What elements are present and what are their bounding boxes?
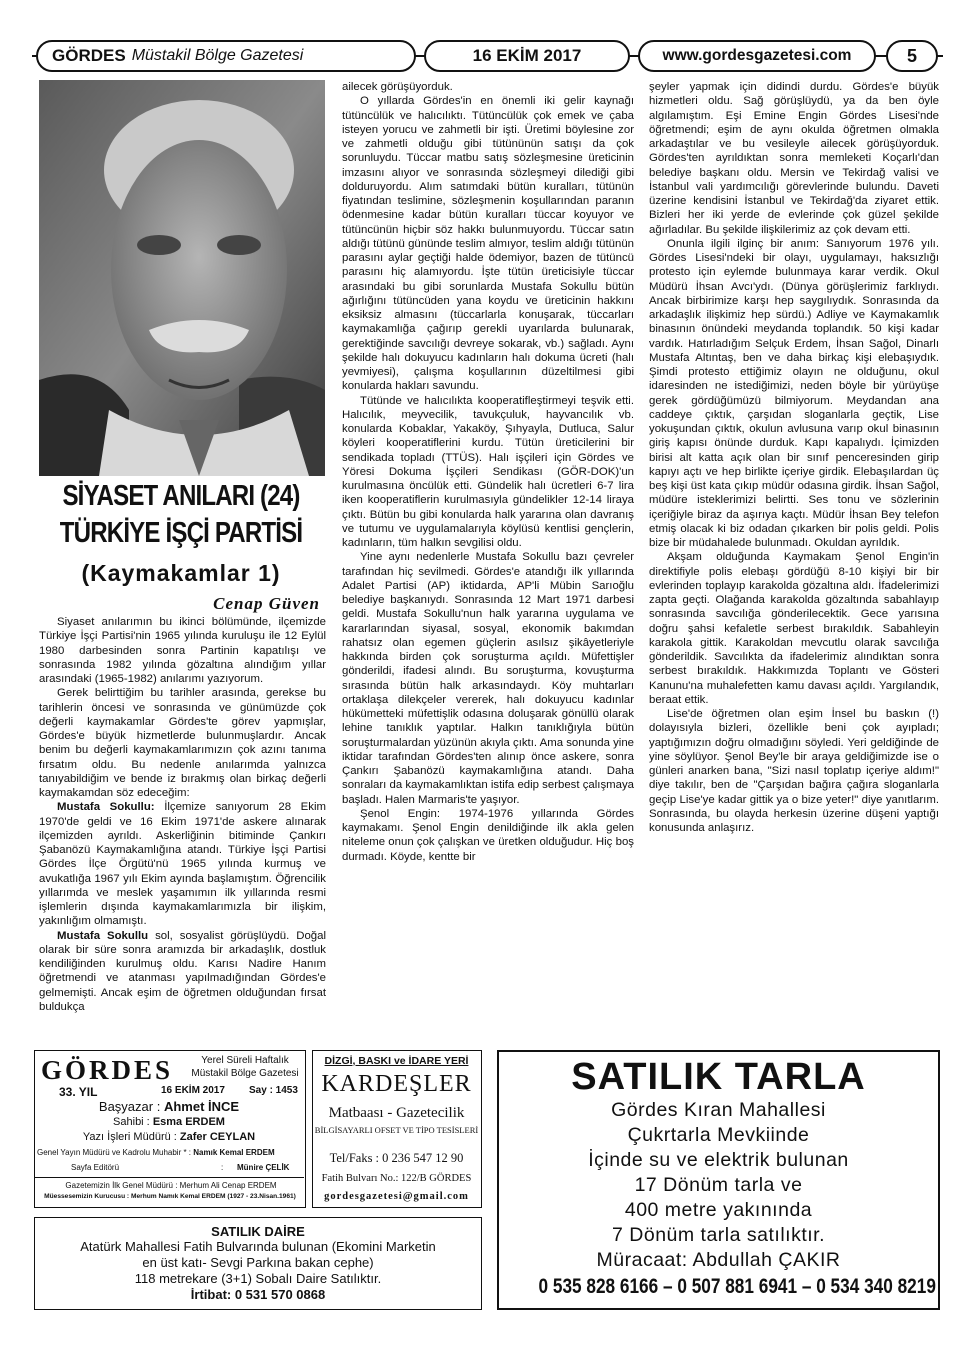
paragraph-text: ailecek görüşüyorduk. — [342, 81, 453, 93]
imprint-founder2: Müessesemizin Kurucusu : Merhum Namık Kemal ERDEM (1927 - 23.Nisan.1961) — [44, 1193, 296, 1200]
paragraph-text: sol, sosyalist görüşlüydü. Doğal olarak bir süre sonra aramızda bir arkadaşlık, dostluk kendiliğinden kurulmuş oldu. Karısı Nadire Hanım öğretmendi ve atanması yapılmadığından Gördes'e gelmemişti. Ancak eşim de öğretmen olduğundan fırsat buldukça — [39, 929, 326, 1013]
land-ad-line: 7 Dönüm tarla satılıktır. — [612, 1224, 825, 1246]
printer-box — [312, 1050, 482, 1208]
article-column-3 — [649, 80, 939, 1035]
article-paragraph — [39, 929, 326, 1015]
article-paragraph — [39, 615, 326, 686]
printer-heading: DİZGİ, BASKI ve İDARE YERİ — [324, 1055, 469, 1067]
page-editor-name: Münire ÇELİK — [237, 1163, 290, 1172]
owner-name: Esma ERDEM — [152, 1116, 225, 1128]
paragraph-text: Siyaset anılarımın bu ikinci bölümünde, ilçemizde Türkiye İşçi Partisi'nin 1965 yılında kuruluşu ile 12 Eylül 1980 darbesinden sonra Partinin kapatılışı ve sonrasında 1982 yılında gözaltına alındığım yıllar arasındaki (1965-1982) anılarımı yazıyorum. — [39, 616, 326, 685]
house-ad-line2: en üst katı- Sevgi Parkına bakan cephe) — [142, 1255, 374, 1270]
land-ad-title: SATILIK TARLA — [571, 1056, 866, 1098]
article-paragraph — [342, 94, 634, 393]
brand-name: GÖRDES — [52, 46, 126, 65]
imprint-chief — [35, 1099, 303, 1114]
imprint-divider — [35, 1177, 304, 1178]
page-editor-sep: : — [221, 1163, 224, 1172]
land-ad-lines — [499, 1098, 938, 1273]
imprint-tag2: Müstakil Bölge Gazetesi — [191, 1068, 299, 1079]
article-paragraph — [39, 686, 326, 800]
article-paragraph — [342, 80, 634, 94]
house-ad-line1: Atatürk Mahallesi Fatih Bulvarında bulunan (Ekomini Marketin — [80, 1239, 436, 1254]
website-text: www.gordesgazetesi.com — [662, 47, 852, 64]
paragraph-text: İlçemize sanıyorum 28 Ekim 1970'de geldi ve 16 Ekim 1971'de askere alınarak ilçemizden ayrıldı. Askerliğinin bitiminde Çankırı Şabanözü Kaymakamlığına atandı. Türkiye İşçi Partisi Gördes İlçe Örgütü'nü 1965 yılında kurmuş ve avukatlığa 1967 yılı Ekim ayında başlamıştım. Öğrencilik yıllarımda ve meslek yaşamımın ilk yıllarında resmi işlemlerin dışında kaymakamlarımızla bir ilişkim, yakınlığım olmamıştı. — [39, 801, 326, 928]
paragraph-text: Gerek belirttiğim bu tarihler arasında, gerekse bu tarihlerin öncesi ve sonrasında ve günümüzde çok değerli kaymakamlar Gördes'te görev yapmışlar, Gördes'e büyük hizmetlerde bulunmuşlardır. Ancak benim bu değerli kaymakamlarımızın çok azını tanıma fırsatım oldu. Bu nedenle anılarımda yalnızca tanıyabildiğim ve bende iz bırakmış olan birkaç değerli kaymakamdan söz edeceğim: — [39, 687, 326, 799]
gen-name: Namık Kemal ERDEM — [193, 1148, 275, 1157]
imprint-issue: Say : 1453 — [249, 1085, 298, 1096]
printer-email[interactable]: gordesgazetesi@gmail.com — [324, 1191, 469, 1202]
land-ad-line: 400 metre yakınında — [624, 1199, 813, 1221]
article-paragraph — [649, 707, 939, 835]
imprint-tag1: Yerel Süreli Haftalık — [201, 1055, 289, 1066]
brand-subtitle: Müstakil Bölge Gazetesi — [131, 47, 304, 64]
imprint-founder1: Gazetemizin İlk Genel Müdürü : Merhum Ali Cenap ERDEM — [65, 1181, 277, 1190]
header-brand — [36, 40, 416, 72]
imprint-editor — [35, 1131, 303, 1143]
article-column-2 — [342, 80, 634, 1035]
paragraph-text: Onunla ilgili ilginç bir anım: Sanıyorum 1976 yılı. Gördes Lisesi'ndeki bir olayı, uygulamayı, haksızlığı protesto için eylemde bulunmaya karar verdik. Okul Müdürü İhsan Avcı'ydı. (Dünya görüşlerimiz farklıydı. Ancak birbirimize karşı hep saygılıydık. Sonrasında da arkadaşlık ilişkimiz hep sürdü.) Adliye ve Kaymakamlık binasının önündeki meydanda toplandık. 50 kişi kadar vardık. Hatırladığım Selçuk Erdem, İhsan Sağol, Dinarlı Mustafa Altıntaş, ben ve daha birkaç kişi elebaşıydık. Şimdi protesto ettiğimiz olayın ne olduğunu, okul idaresinden ne istediğimizi, neden böyle bir yürüyüşe gerek gördüğümüzü bilmiyorum. Meydandan ana caddeye çıktık, çarşıdan sloganlarla geçtik, Lise yokuşundan çıktık, okulun avlusuna varıp okul binasının giriş kapısı önünde durduk. Kapı kapalıydı. İçimizden birisi alt katta açık olan bir sınıf penceresinden girip kapıyı açtı ve hep birlikte içeriye girdik. Elebaşılardan üç beş kişi üst kata çıkıp müdür odasına girdik. İhsan Sağol, müdüre isteklerimizi belirtti. Ses tonu ve sözlerinin içeriğiyle biraz da aşırıya kaçtı. Müdür İhsan Bey telefon etmiş olacak ki biz odadan çıkarken bir polis geldi. Polis bize bir müdahalede bulunmadı. Okuldan ayrıldık. — [649, 237, 939, 549]
article-paragraph — [649, 80, 939, 237]
paragraph-text: Tütünde ve halıcılıkta kooperatifleştirmeyi teşvik etti. Halıcılık, meyvecilik, tavukçuluk, hayvancılık vb. konularda Kobaklar, Yakaköy, Şıhyayla, Dutluca, Salur köyleri kooperatiflerini kurdu. Tütün üreticilerini bir sendikada topladı (TTÜS). Halı işçileri için Gördes ve Yöresi Dokuma İşçileri Sendikası (GÖR-DOK)'un kurulmasına öncülük etti. Gündelik halı ücretleri 6-7 lira iken kooperatiflerin kurulmasıyla gündelikler 12-14 liraya çıktı. Bütün bu gibi konularda halk yararına olan davranış ve tutumu ve uygulamalarıyla köylüsü kentlisi gençlerin, kadınların, tüm halkın sevgilisi oldu. — [342, 394, 634, 549]
headline-line2: TÜRKİYE İŞÇİ PARTİSİ — [59, 517, 303, 549]
article-paragraph — [342, 394, 634, 551]
house-ad-contact: İrtibat: 0 531 570 0868 — [190, 1287, 326, 1302]
land-ad-line: İçinde su ve elektrik bulunan — [588, 1149, 849, 1171]
house-ad-box — [34, 1217, 482, 1310]
land-ad-phones: 0 535 828 6166 – 0 507 881 6941 – 0 534 340 8219 — [538, 1275, 936, 1298]
printer-sub: Matbaası - Gazetecilik — [328, 1105, 465, 1121]
house-ad-line3: 118 metrekare (3+1) Sobalı Daire Satılıktır. — [134, 1271, 382, 1286]
paragraph-lead: Mustafa Sokullu — [57, 929, 149, 942]
imprint-owner — [35, 1116, 303, 1128]
page-number-text: 5 — [906, 45, 917, 66]
paragraph-text: O yıllarda Gördes'in en önemli iki gelir kaynağı tütüncülük ve halıcılıktı. Tütüncülük çok emek ve çaba isteyen yorucu ve zahmetli bir işti. Üretimi böylesine zor ve zahmetli olduğu gibi tütününün satışı da çok sorunluydu. Tüccar matbu satış sözleşmesine üreticinin imzasını alıyor ve sonrasında sözleşmeyi dilediği gibi dolduruyordu. Alım satımdaki bütün kuralları, tütünün fiyatından teslimine, sözleşmenin koşullarından paranın ödenmesine kadar bütün kuralları tüccar koyuyor ve tütüncünün hiçbir söz hakkı bulunmuyordu. Tüccar satın aldığı tütünü gününde teslim almıyor, teslim aldığı tütünün parasını aylar geçtiği halde ödemiyor, bazen de tütüncü parasını hiç alamıyordu. İşte tütün üreticisiyle tüccar arasındaki bu gibi sorunlarda Mustafa Sokullu bütün ağırlığını tütüncüden yana koydu ve üreticinin hakkını eksiksiz almasını (tüccarlarla konuşarak, tüccarları kaymakamlığa çağırıp gerekli uyarılarda bulunarak, gerektiğinde savcılığı devreye sokarak, vb.) sağladı. Aynı şekilde halı dokuyucu kadınların halı dokuma ücreti (halı yevmiyesi), çalışma koşullarının düzeltilmesi gibi konularda hakları savundu. — [342, 95, 634, 393]
land-ad-line: Çukrtarla Mevkiinde — [627, 1124, 810, 1146]
paragraph-text: Akşam olduğunda Kaymakam Şenol Engin'in direktifiyle polis elebaşı gördüğü 8-10 kişiyi bir bir evlerinden toplayıp karakolda gözaltına aldı. İfadelerimizi zapta geçti. Olağanda karakolda gözaltında sabahlayıp sonrasında savcılığa gönderilecektik. Gece yarısına doğru şahsi kefaletle serbest bırakıldık. Sabahleyin karakola gittik. Karakoldan mevcutlu olarak savcılığa gönderildik. Savcılıkta da ifadelerimiz alındıktan sonra serbest bırakıldık. Hakkımızda Toplantı ve Gösteri Kanunu'na muhalefetten kamu davası açıldı. Yargılandık, beraat ettik. — [649, 551, 939, 706]
land-ad-line: Müracaat: Abdullah ÇAKIR — [596, 1249, 841, 1271]
printer-phone: Tel/Faks : 0 236 547 12 90 — [329, 1151, 464, 1165]
chief-label: Başyazar : — [98, 1099, 161, 1114]
owner-label: Sahibi : — [113, 1116, 150, 1128]
imprint-gen — [37, 1148, 305, 1157]
paragraph-text: Lise'de öğretmen olan eşim İnsel bu baskın (!) dolayısıyla bizleri, özellikle beni çok ayıpladı; yaptığımızın doğru olmadığını söyledi. Yeri geldiğinde de yine söylüyor. Şenol Bey'le bir araya geldiğimizde ise o günleri anarken bana, "Sizi nasıl toplatıp içeriye aldım!" diye takılır, ben de "Çarşıdan bağıra çağıra sloganlarla geçip Lise'ye kadar gittik ya o bize yeter!" diye yanıtlarım. Sonrasında, bu olayda herkesin üzerine düşeni yaptığı konusunda anlaşırız. — [649, 708, 939, 834]
imprint-box — [34, 1050, 306, 1208]
page-editor-label: Sayfa Editörü — [71, 1163, 120, 1172]
editor-label: Yazı İşleri Müdürü : — [82, 1131, 177, 1143]
header-website — [638, 40, 876, 72]
article-paragraph — [649, 550, 939, 707]
printer-name: KARDEŞLER — [321, 1071, 472, 1097]
land-ad-line: 17 Dönüm tarla ve — [634, 1174, 803, 1196]
paragraph-text: Yine aynı nedenlerle Mustafa Sokullu bazı çevreler tarafından hiç sevilmedi. Gördes'e atandığı ilk yıllarında Adalet Partisi (AP) iktidarda, AP'li Mübin Sarıoğlu belediye başkanıydı. Sonrasında 12 Mart 1971 darbesi geldi. Mustafa Sokullu'nun halk yararına uygulama ve kararlarından siyasal, sosyal, ekonomik bakımdan rahatsız olan egemen güçlerin asılsız şikâyetleriyle hakkında birden çok soruşturma açıldı. Müfettişler gönderildi, ifadesi alındı. Bu soruşturma, kovuşturma sırasında bütün halk arkasındaydı. Köy muhtarları ortaklaşa dilekçeler vererek, halı dokuyucu kadınlar hükümetteki müfettişlik odasına doluşarak gönüllü olarak lehine tanıklık yaptılar. Halkın tanıklığıyla bütün soruşturmalardan yüzünün akıyla çıktı. Ama sonunda yine iktidar tarafından Gördes'ten alınıp önce askere, sonra Çankırı Şabanözü kaymakamlığına atandı. Daha sonraları da kaymakamlıktan istifa edip serbest çalışmaya başladı. Halen Marmaris'te yaşıyor. — [342, 551, 634, 806]
page-number — [886, 40, 938, 72]
header-date — [424, 40, 630, 72]
author-portrait-photo — [39, 80, 325, 476]
article-paragraph — [649, 237, 939, 551]
headline-line1: SİYASET ANILARI (24) — [62, 480, 300, 512]
author-name: Cenap Güven — [213, 594, 320, 613]
chief-name: Ahmet İNCE — [163, 1099, 240, 1114]
printer-sub2: BİLGİSAYARLI OFSET VE TİPO TESİSLERİ — [314, 1125, 479, 1135]
paragraph-text: şeyler yapmak için didindi durdu. Gördes'e büyük hizmetleri oldu. Sağ görüşlüydü, ya da ben öyle algılamıştım. Eşi Emine Engin Gördes Lisesi'nde öğretmendi; eşim de aynı okulda öğretmen olmakla arkadaştılar ve bu vesileyle ailecek görüşüyorduk. Gördes'ten ayrıldıktan sonra memleketi Koçarlı'dan belediye başkanı oldu. Mersin ve Tekirdağ valisi ve İstanbul vali yardımcılığı görevlerinde bulundu. Daveti üzerine kendisini İstanbul ve Tekirdağ'da ziyaret ettik. Bizleri her iki yerde de evlerinde çok güzel şekilde ağırladılar. Bu şekilde ilişkilerimiz az çok devam etti. — [649, 81, 939, 236]
house-ad-title: SATILIK DAİRE — [211, 1224, 305, 1239]
imprint-date: 16 EKİM 2017 — [161, 1085, 225, 1096]
editor-name: Zafer CEYLAN — [179, 1131, 256, 1143]
land-ad-line: Gördes Kıran Mahallesi — [611, 1099, 826, 1121]
imprint-logo: GÖRDES — [41, 1055, 174, 1085]
article-paragraph — [342, 550, 634, 807]
imprint-year: 33. YIL — [59, 1085, 98, 1099]
date-text: 16 EKİM 2017 — [472, 46, 582, 65]
headline-subtitle: (Kaymakamlar 1) — [81, 560, 281, 586]
paragraph-text: Şenol Engin: 1974-1976 yıllarında Gördes kaymakamı. Şenol Engin denildiğinde ilk akla gelen niteleme onun çok çalışkan ve üretken olduğudur. Hiç boş durmadı. Köyde, kentte bir — [342, 807, 634, 863]
article-paragraph — [39, 800, 326, 928]
article-paragraph — [342, 807, 634, 864]
printer-address: Fatih Bulvarı No.: 122/B GÖRDES — [321, 1173, 472, 1184]
gen-label: Genel Yayın Müdürü ve Kadrolu Muhabir * : — [37, 1148, 192, 1157]
article-column-1 — [39, 615, 326, 1035]
land-ad-box — [497, 1050, 940, 1310]
paragraph-lead: Mustafa Sokullu: — [57, 801, 155, 814]
